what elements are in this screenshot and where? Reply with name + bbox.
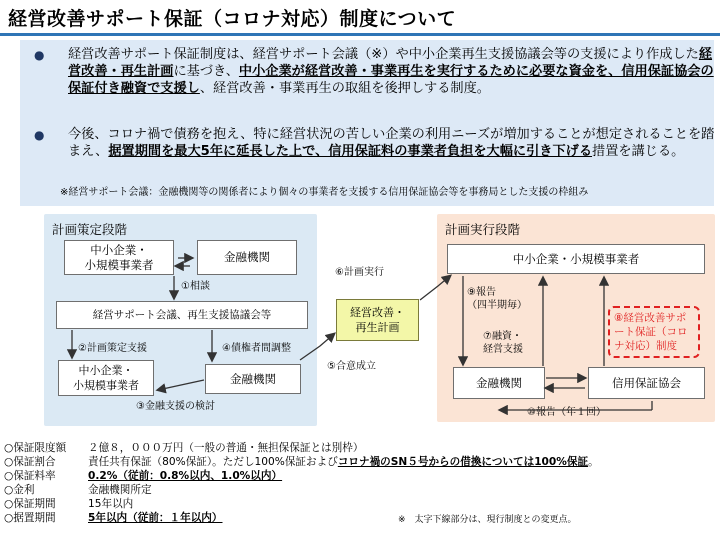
bullet-1-emphasis: 経営改善・再生計画 bbox=[68, 47, 713, 79]
spec-value-text: 責任共有保証（80%保証）。ただし100%保証および bbox=[88, 456, 338, 468]
execution-stage-title: 計画実行段階 bbox=[445, 222, 521, 237]
spec-value bbox=[88, 511, 223, 525]
summary-note: ※経営サポート会議：金融機関等の関係者により個々の事業者を支援する信用保証協会等を事務局とした支援の枠組み bbox=[60, 187, 589, 198]
spec-value-text: ２億８，０００万円（一般の普通・無担保保証とは別枠） bbox=[88, 442, 364, 454]
spec-value bbox=[88, 483, 152, 497]
spec-value-text: 15年以内 bbox=[88, 498, 134, 510]
spec-value bbox=[88, 497, 133, 511]
consult-label: ①相談 bbox=[181, 281, 210, 292]
spec-value-emphasis: 0.2%（従前：0.8%以内、1.0%以内） bbox=[88, 470, 283, 482]
creditor-adjust-label: ④債権者間調整 bbox=[222, 343, 291, 354]
bullet-2-text: 今後、コロナ禍で債務を抱え、特に経営状況の苦しい企業の利用ニーズが増加することが想定されることを踏まえ、 bbox=[68, 127, 715, 159]
spec-value bbox=[88, 455, 599, 469]
planning-support-label: ②計画策定支援 bbox=[78, 343, 147, 354]
loan-support-label: ⑦融資・ 経営支援 bbox=[483, 331, 523, 355]
footnote: ※ 太字下線部分は、現行制度との変更点。 bbox=[398, 515, 577, 525]
spec-label: ○保証期間 bbox=[4, 498, 56, 510]
page-title: 経営改善サポート保証（コロナ対応）制度について bbox=[8, 8, 457, 30]
bullet-icon: ● bbox=[34, 48, 45, 62]
improvement-plan-label: 経営改善・ 再生計画 bbox=[350, 306, 405, 334]
spec-label: ○金利 bbox=[4, 484, 35, 496]
bank-box-right-label: 金融機関 bbox=[476, 375, 522, 390]
spec-value bbox=[88, 441, 363, 455]
spec-label: ○保証限度額 bbox=[4, 442, 67, 454]
bullet-1-text: 、経営改善・事業再生の取組を後押しする制度。 bbox=[199, 81, 490, 96]
bank-box-top-label: 金融機関 bbox=[224, 250, 270, 264]
arrow-agreement bbox=[300, 334, 334, 360]
spec-value bbox=[88, 469, 282, 483]
bank-box-bottom-label: 金融機関 bbox=[230, 371, 276, 386]
spec-label: ○据置期間 bbox=[4, 512, 56, 524]
sme-box-right-label: 中小企業・小規模事業者 bbox=[512, 251, 640, 266]
annual-report-label: ⑩報告（年１回） bbox=[527, 407, 606, 418]
quarterly-report-label: ⑨報告 （四半期毎） bbox=[467, 287, 527, 311]
financial-review-label: ③金融支援の検討 bbox=[136, 401, 215, 412]
spec-value-emphasis: 5年以内（従前：１年以内） bbox=[88, 512, 223, 524]
guarantee-association-label: 信用保証協会 bbox=[612, 375, 681, 390]
spec-value-emphasis: コロナ禍のSN５号からの借換については100%保証 bbox=[337, 456, 589, 468]
sme-box-bottom-label: 中小企業・ 小規模事業者 bbox=[73, 364, 139, 392]
spec-label: ○保証割合 bbox=[4, 456, 56, 468]
support-meeting-label: 経営サポート会議、再生支援協議会等 bbox=[92, 308, 272, 321]
bullet-1-text: 経営改善サポート保証制度は、経営サポート会議（※）や中小企業再生支援協議会等の支援により作成した bbox=[68, 47, 699, 62]
agreement-label: ⑤合意成立 bbox=[327, 361, 376, 372]
bullet-icon: ● bbox=[34, 128, 45, 142]
bullet-2-emphasis: 据置期間を最大5年に延長した上で、信用保証料の事業者負担を大幅に引き下げる bbox=[108, 144, 593, 159]
planning-stage-title: 計画策定段階 bbox=[52, 222, 128, 237]
spec-label: ○保証料率 bbox=[4, 470, 56, 482]
spec-value-text: 金融機関所定 bbox=[88, 484, 152, 496]
execute-plan-label: ⑥計画実行 bbox=[335, 267, 384, 278]
bullet-1-text: に基づき、 bbox=[173, 64, 239, 79]
sme-box-top-label: 中小企業・ 小規模事業者 bbox=[84, 242, 154, 272]
arrow-execute bbox=[420, 276, 450, 300]
support-guarantee-system-label: ⑧経営改善サポート保証（コロナ対応）制度 bbox=[608, 306, 700, 358]
arrow-bank-to-sme-bottom bbox=[158, 380, 204, 390]
spec-value-text: 。 bbox=[588, 456, 599, 468]
bullet-2-text: 措置を講じる。 bbox=[592, 144, 685, 159]
bullet-1-emphasis: 中小企業が経営改善・事業再生を実行するために必要な資金を、信用保証協会の保証付き融資で支援し bbox=[68, 64, 714, 96]
